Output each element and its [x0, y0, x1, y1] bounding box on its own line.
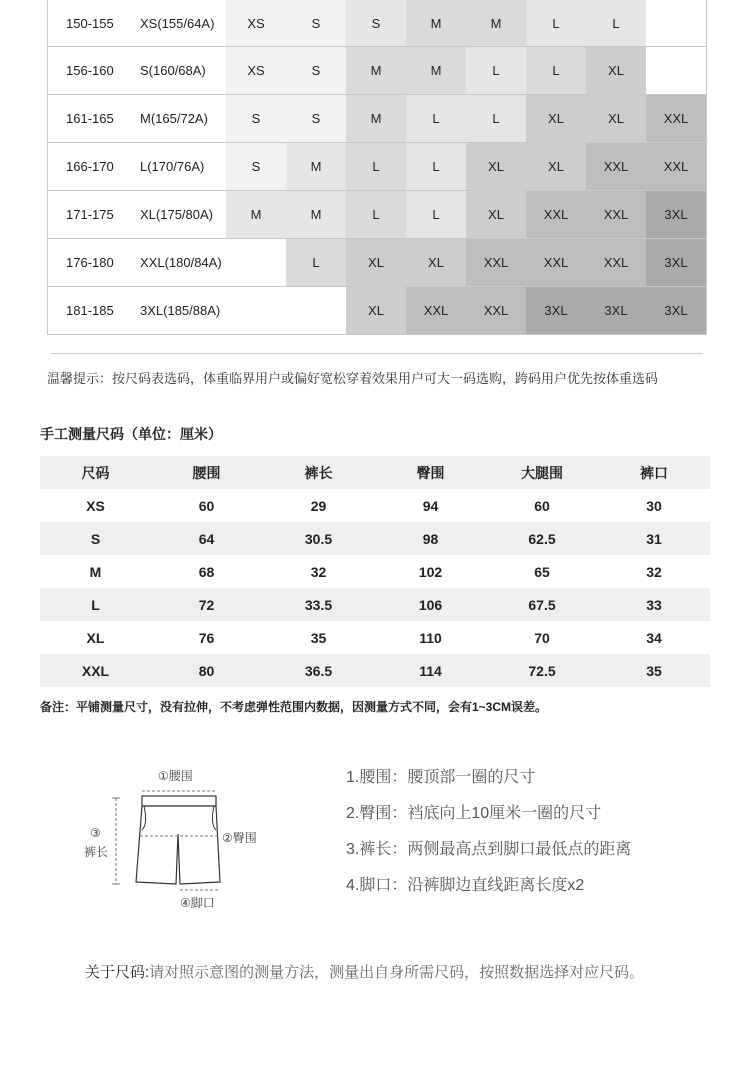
measurement-cell: 68 [198, 563, 215, 580]
measurement-cell: 65 [534, 563, 550, 580]
recommended-size-cell: M [346, 47, 406, 94]
size-row [48, 287, 706, 335]
recommended-size-cell: L [526, 47, 586, 94]
size-tip: 温馨提示：按尺码表选码，体重临界用户或偏好宽松穿着效果用户可大一码选购，跨码用户优先按体重选码 [47, 371, 659, 386]
measurement-cell: 110 [419, 629, 442, 646]
measurement-row [40, 621, 710, 654]
size-row [48, 95, 706, 143]
recommended-size-cell: XL [406, 239, 466, 286]
recommended-size-cell: L [526, 0, 586, 46]
hem-label: ④脚口 [180, 896, 215, 910]
size-row [48, 143, 706, 191]
size-label: XS(155/64A) [140, 15, 215, 31]
recommended-size-cell: 3XL [646, 239, 706, 286]
recommended-size-cell [646, 0, 706, 46]
size-row [48, 47, 706, 95]
recommended-size-cell: S [226, 143, 286, 190]
recommended-size-cell: XS [226, 47, 286, 94]
recommended-size-cell: L [406, 191, 466, 238]
recommended-size-cell: XS [226, 0, 286, 46]
measurement-cell: 35 [646, 662, 662, 679]
size-recommendation-grid [47, 0, 707, 335]
height-range: 181-185 [66, 303, 114, 318]
hip-label: ②臀围 [222, 831, 257, 845]
legend-item-length: 3.裤长：两侧最高点到脚口最低点的距离 [346, 841, 632, 858]
measurement-cell: 33 [646, 596, 662, 613]
recommended-size-cell: 3XL [646, 287, 706, 334]
measurement-cell: L [91, 596, 100, 613]
legend-item-waist: 1.腰围：腰顶部一圈的尺寸 [346, 769, 536, 786]
divider [50, 353, 703, 354]
height-range: 166-170 [66, 159, 114, 174]
recommended-size-cell: L [586, 0, 646, 46]
legend-item-hem: 4.脚口：沿裤脚边直线距离长度x2 [346, 877, 585, 894]
recommended-size-cell: L [466, 47, 526, 94]
measurement-table [40, 456, 710, 687]
recommended-size-cell: 3XL [526, 287, 586, 334]
measurement-cell: 33.5 [304, 596, 333, 613]
measurement-cell: 31 [646, 530, 662, 547]
recommended-size-cell: S [286, 0, 346, 46]
height-range: 176-180 [66, 255, 114, 270]
size-label: 3XL(185/88A) [140, 303, 221, 318]
measurement-table-title: 手工测量尺码（单位：厘米） [40, 426, 222, 442]
size-label: XL(175/80A) [140, 207, 213, 222]
measurement-cell: 114 [419, 662, 442, 679]
measurement-legend [346, 766, 631, 910]
recommended-size-cell: M [346, 95, 406, 142]
recommended-size-cell: XXL [406, 287, 466, 334]
recommended-size-cell: XL [466, 191, 526, 238]
measurement-row [40, 654, 710, 687]
measurement-cell: 60 [534, 497, 550, 514]
size-label: XXL(180/84A) [140, 255, 222, 270]
recommended-size-cell: XXL [586, 191, 646, 238]
recommended-size-cell: L [466, 95, 526, 142]
recommended-size-cell: L [286, 239, 346, 286]
recommended-size-cell: M [466, 0, 526, 46]
recommended-size-cell: XL [526, 143, 586, 190]
legend-item-hip: 2.臀围：裆底向上10厘米一圈的尺寸 [346, 805, 602, 822]
shorts-icon [78, 764, 278, 914]
size-label: S(160/68A) [140, 63, 206, 78]
size-label: M(165/72A) [140, 111, 208, 126]
recommended-size-cell: XXL [646, 143, 706, 190]
column-header: 腰围 [192, 464, 221, 481]
recommended-size-cell: XXL [646, 95, 706, 142]
measurement-cell: XS [86, 497, 105, 514]
size-row [48, 0, 706, 47]
recommended-size-cell: XL [586, 95, 646, 142]
recommended-size-cell: M [406, 47, 466, 94]
measurement-row [40, 588, 710, 621]
recommended-size-cell: M [226, 191, 286, 238]
measurement-cell: XL [86, 629, 105, 646]
measurement-cell: 29 [310, 497, 327, 514]
recommended-size-cell: 3XL [586, 287, 646, 334]
measurement-cell: 106 [418, 596, 443, 613]
recommended-size-cell: XXL [526, 191, 586, 238]
measurement-note: 备注：平铺测量尺寸，没有拉伸，不考虑弹性范围内数据，因测量方式不同，会有1~3CM误差。 [40, 700, 548, 714]
recommended-size-cell: M [286, 143, 346, 190]
measurement-cell: 35 [310, 629, 327, 646]
waist-label: ①腰围 [158, 769, 193, 783]
measurement-cell: 62.5 [528, 530, 556, 547]
recommended-size-cell [226, 239, 286, 286]
measurement-cell: 72.5 [528, 662, 556, 679]
recommended-size-cell: L [346, 143, 406, 190]
measurement-cell: 98 [422, 530, 439, 547]
size-label: L(170/76A) [140, 159, 205, 174]
measurement-cell: M [89, 563, 102, 580]
measurement-cell: 36.5 [304, 662, 333, 679]
measurement-cell: 72 [198, 596, 215, 613]
about-size [85, 958, 685, 988]
height-range: 161-165 [66, 111, 114, 126]
recommended-size-cell: XXL [586, 239, 646, 286]
recommended-size-cell: XXL [466, 239, 526, 286]
height-range: 171-175 [66, 207, 114, 222]
about-size-text: 请对照示意图的测量方法，测量出自身所需尺码，按照数据选择对应尺码。 [149, 964, 645, 981]
recommended-size-cell: M [286, 191, 346, 238]
recommended-size-cell: XXL [526, 239, 586, 286]
height-range: 156-160 [66, 63, 114, 78]
recommended-size-cell: XXL [466, 287, 526, 334]
recommended-size-cell: L [406, 95, 466, 142]
measurement-cell: 70 [534, 629, 550, 646]
column-header: 裤口 [640, 464, 668, 481]
recommended-size-cell: M [406, 0, 466, 46]
recommended-size-cell: XL [346, 287, 406, 334]
measurement-cell: S [90, 530, 101, 547]
column-header: 裤长 [304, 464, 333, 481]
measurement-cell: 34 [646, 629, 662, 646]
recommended-size-cell [286, 287, 346, 334]
measurement-cell: 67.5 [528, 596, 556, 613]
size-row [48, 239, 706, 287]
recommended-size-cell: 3XL [646, 191, 706, 238]
measurement-cell: 32 [310, 563, 327, 580]
measurement-cell: 30 [646, 497, 662, 514]
height-range: 150-155 [66, 15, 114, 31]
measurement-header-row [40, 456, 710, 489]
shorts-measurement-diagram [78, 764, 278, 914]
recommended-size-cell [226, 287, 286, 334]
recommended-size-cell: XL [586, 47, 646, 94]
recommended-size-cell: L [406, 143, 466, 190]
size-row [48, 191, 706, 239]
recommended-size-cell: XL [346, 239, 406, 286]
measurement-cell: 80 [198, 662, 215, 679]
recommended-size-cell: XL [466, 143, 526, 190]
measurement-cell: 94 [422, 497, 439, 514]
recommended-size-cell: L [346, 191, 406, 238]
length-label: 裤长 [84, 845, 109, 859]
recommended-size-cell: XL [526, 95, 586, 142]
measurement-row [40, 522, 710, 555]
recommended-size-cell: S [286, 47, 346, 94]
measurement-cell: XXL [81, 662, 110, 679]
about-size-label: 关于尺码: [85, 964, 150, 981]
measurement-cell: 60 [198, 497, 215, 514]
recommended-size-cell: S [346, 0, 406, 46]
column-header: 尺码 [81, 464, 110, 481]
column-header: 大腿围 [521, 464, 563, 481]
measurement-row [40, 555, 710, 588]
column-header: 臀围 [416, 464, 445, 481]
measurement-cell: 102 [418, 563, 443, 580]
measurement-cell: 76 [198, 629, 215, 646]
recommended-size-cell [646, 47, 706, 94]
recommended-size-cell: S [226, 95, 286, 142]
measurement-cell: 32 [646, 563, 662, 580]
measurement-row [40, 489, 710, 522]
length-number: ③ [90, 826, 101, 840]
recommended-size-cell: XXL [586, 143, 646, 190]
recommended-size-cell: S [286, 95, 346, 142]
measurement-cell: 64 [198, 530, 215, 547]
measurement-cell: 30.5 [304, 530, 333, 547]
